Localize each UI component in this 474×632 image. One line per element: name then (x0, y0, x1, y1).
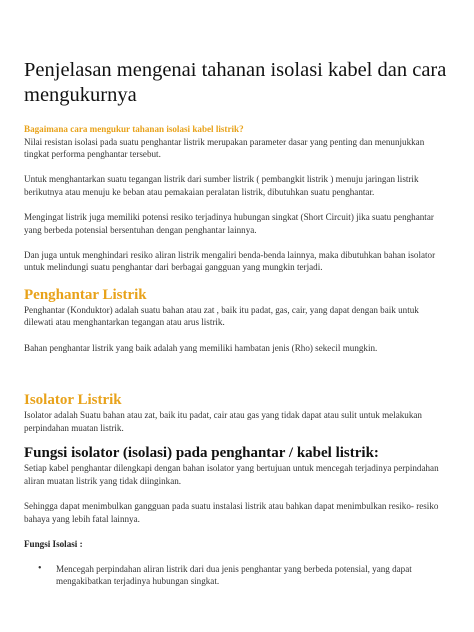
intro-paragraph-2: Untuk menghantarkan suatu tegangan listrik dari sumber listrik ( pembangkit listrik ) menuju jaringan listrik berikutnya atau menuju ke beban atau pemakaian peralatan listrik, dibutuhkan suatu penghantar. (24, 174, 419, 197)
question-heading: Bagaimana cara mengukur tahanan isolasi kabel listrik? (24, 124, 244, 134)
intro-paragraph-1: Nilai resistan isolasi pada suatu penghantar listrik merupakan parameter dasar yang penting dan menunjukkan tingkat performa penghantar tersebut. (24, 136, 425, 160)
document-title: Penjelasan mengenai tahanan isolasi kabel dan cara mengukurnya (24, 59, 447, 106)
section-heading-isolator: Isolator Listrik (24, 392, 122, 409)
section-heading-penghantar: Penghantar Listrik (24, 286, 147, 303)
bullet-icon: • (38, 562, 42, 574)
intro-paragraph-3: Mengingat listrik juga memiliki potensi resiko terjadinya hubungan singkat (Short Circuit) jika suatu penghantar yang berbeda potensial bersentuhan dengan penghantar lainnya. (24, 211, 434, 235)
list-item-text: Mencegah perpindahan aliran listrik dari dua jenis penghantar yang berbeda potensial, yang dapat mengakibatkan terjadinya hubungan singkat. (56, 563, 412, 587)
isolator-paragraph-1: Isolator adalah Suatu bahan atau zat, baik itu padat, cair atau gas yang tidak dapat atau sulit untuk melakukan perpindahan muatan listrik. (24, 410, 422, 433)
fungsi-paragraph-2: Sehingga dapat menimbulkan gangguan pada suatu instalasi listrik atau bahkan dapat menimbulkan resiko- resiko bahaya yang lebih fatal lainnya. (24, 501, 439, 524)
penghantar-paragraph-2: Bahan penghantar listrik yang baik adalah yang memiliki hambatan jenis (Rho) sekecil mungkin. (24, 342, 378, 353)
list-item (24, 563, 450, 588)
fungsi-paragraph-1: Setiap kabel penghantar dilengkapi dengan bahan isolator yang bertujuan untuk mencegah terjadinya perpindahan aliran muatan listrik yang tidak diinginkan. (24, 463, 439, 486)
document-body (24, 123, 450, 588)
penghantar-paragraph-1: Penghantar (Konduktor) adalah suatu bahan atau zat , baik itu padat, gas, cair, yang dapat dengan baik untuk dilewati atau menghantarkan tegangan atau arus listrik. (24, 304, 419, 328)
fungsi-bullet-list (24, 563, 450, 588)
section-heading-fungsi: Fungsi isolator (isolasi) pada penghantar / kabel listrik: (24, 445, 379, 462)
intro-paragraph-4: Dan juga untuk menghindari resiko aliran listrik mengaliri benda-benda lainnya, maka dibutuhkan bahan isolator untuk melindungi suatu penghantar dari berbagai gangguan yang mungkin terjadi. (24, 249, 436, 273)
fungsi-subheading: Fungsi Isolasi : (24, 538, 83, 549)
